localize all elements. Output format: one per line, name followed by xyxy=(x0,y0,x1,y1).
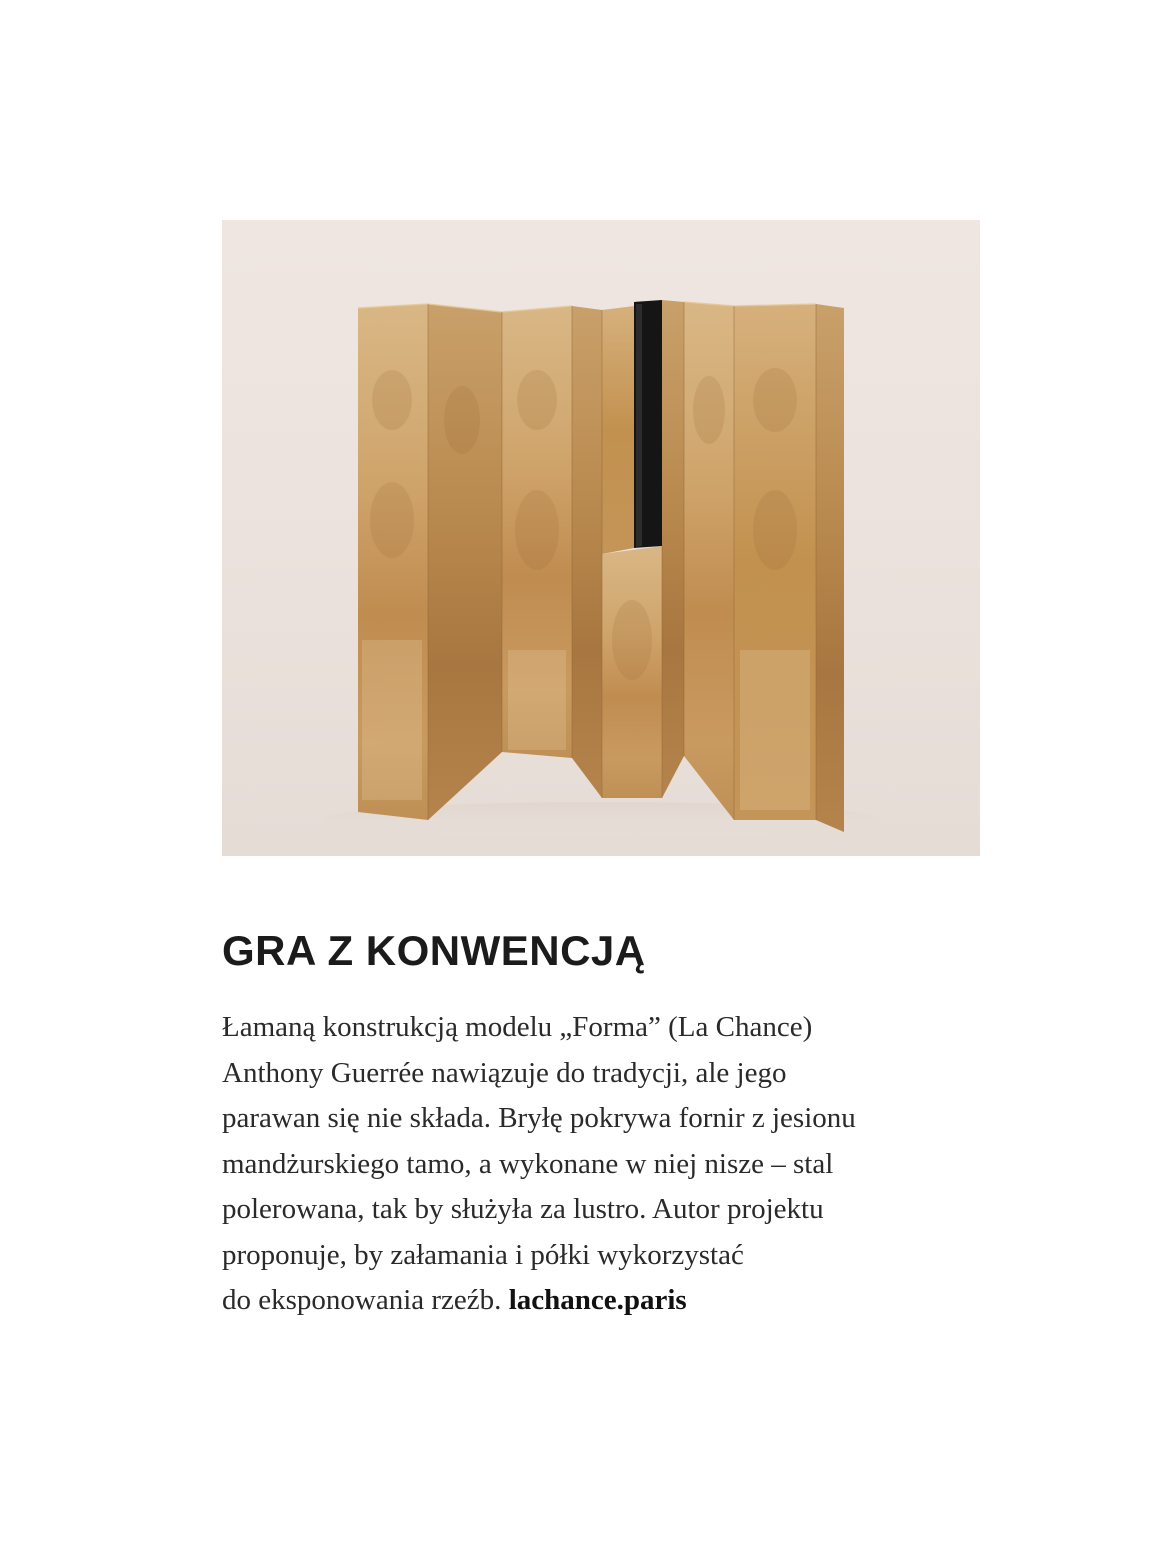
website-link[interactable]: lachance.paris xyxy=(508,1284,687,1316)
body-line: polerowana, tak by służyła za lustro. Autor projektu xyxy=(222,1193,824,1225)
body-line-last xyxy=(222,1278,1022,1324)
body-line-text: do eksponowania rzeźb. xyxy=(222,1284,502,1316)
body-line: proponuje, by załamania i półki wykorzystać xyxy=(222,1238,744,1271)
product-photo-forma-screen xyxy=(222,220,980,856)
body-line: parawan się nie składa. Bryłę pokrywa fornir z jesionu xyxy=(222,1102,856,1134)
body-line: Łamaną konstrukcją modelu „Forma” (La Chance) xyxy=(222,1011,813,1043)
article-heading: GRA Z KONWENCJĄ xyxy=(222,927,646,974)
article-body xyxy=(222,1005,1022,1324)
wooden-folding-screen-illustration xyxy=(222,220,980,856)
body-line: Anthony Guerrée nawiązuje do tradycji, ale jego xyxy=(222,1056,787,1089)
body-line: mandżurskiego tamo, a wykonane w niej nisze – stal xyxy=(222,1147,834,1180)
